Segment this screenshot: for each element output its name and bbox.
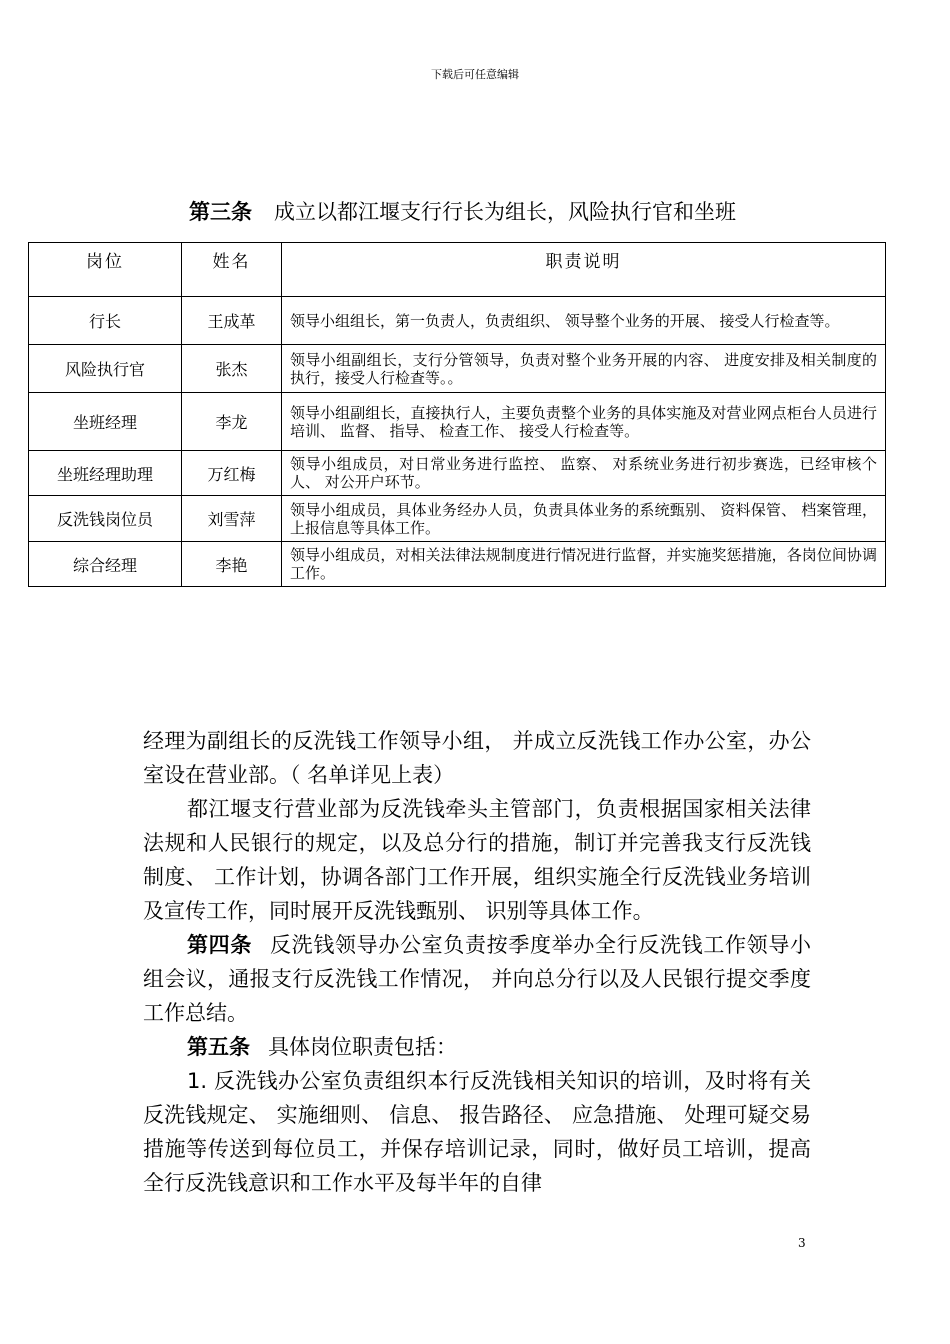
row-name: 王成革	[182, 297, 282, 345]
article5-paragraph	[143, 1030, 811, 1064]
row-duty: 领导小组副组长，直接执行人，主要负责整个业务的具体实施及对营业网点柜台人员进行培训、 监督、 指导、 检查工作、 接受人行检查等。	[282, 393, 886, 451]
article3-heading	[189, 196, 736, 226]
row-name: 李艳	[182, 542, 282, 587]
watermark-text: 下载后可任意编辑	[431, 68, 519, 81]
row-position: 坐班经理	[29, 393, 182, 451]
article3-heading-text: 成立以都江堰支行行长为组长，风险执行官和坐班	[274, 200, 736, 224]
article3-label: 第三条	[189, 200, 252, 224]
article5-text: 具体岗位职责包括：	[268, 1035, 457, 1059]
row-name: 刘雪萍	[182, 496, 282, 542]
row-position: 综合经理	[29, 542, 182, 587]
responsibility-table	[28, 242, 886, 587]
header-duty: 职责说明	[282, 243, 886, 297]
row-duty: 领导小组副组长，支行分管领导，负责对整个业务开展的内容、 进度安排及相关制度的执行，接受人行检查等。。	[282, 345, 886, 393]
row-duty: 领导小组成员，对相关法律法规制度进行情况进行监督，并实施奖惩措施，各岗位间协调工作。	[282, 542, 886, 587]
row-position: 风险执行官	[29, 345, 182, 393]
row-position: 行长	[29, 297, 182, 345]
row-name: 李龙	[182, 393, 282, 451]
article4-text: 反洗钱领导办公室负责按季度举办全行反洗钱工作领导小组会议，通报支行反洗钱工作情况， 并向总分行以及人民银行提交季度工作总结。	[143, 933, 811, 1025]
table-row	[29, 451, 886, 496]
article4-label: 第四条	[187, 933, 252, 957]
header-position: 岗位	[29, 243, 182, 297]
table-row	[29, 393, 886, 451]
row-duty: 领导小组组长，第一负责人，负责组织、 领导整个业务的开展、 接受人行检查等。	[282, 297, 886, 345]
row-duty: 领导小组成员，对日常业务进行监控、 监察、 对系统业务进行初步赛选，已经审核个人、 对公开户环节。	[282, 451, 886, 496]
table-header-row	[29, 243, 886, 297]
row-position: 坐班经理助理	[29, 451, 182, 496]
page-number: 3	[798, 1236, 806, 1250]
table-row	[29, 297, 886, 345]
article3-continuation: 经理为副组长的反洗钱工作领导小组， 并成立反洗钱工作办公室，办公室设在营业部。（ 名单详见上表）	[143, 729, 811, 787]
header-name: 姓名	[182, 243, 282, 297]
body-text	[143, 724, 811, 1200]
item-1-paragraph: 1. 反洗钱办公室负责组织本行反洗钱相关知识的培训，及时将有关反洗钱规定、 实施细则、 信息、 报告路径、 应急措施、 处理可疑交易措施等传送到每位员工，并保存培训记录，同时，做好员工培训，提高全行反洗钱意识和工作水平及每半年的自律	[143, 1069, 811, 1195]
paragraph-business-dept: 都江堰支行营业部为反洗钱牵头主管部门，负责根据国家相关法律法规和人民银行的规定，以及总分行的措施，制订并完善我支行反洗钱制度、 工作计划，协调各部门工作开展，组织实施全行反洗钱业务培训及宣传工作，同时展开反洗钱甄别、 识别等具体工作。	[143, 797, 811, 923]
table-row	[29, 345, 886, 393]
row-name: 万红梅	[182, 451, 282, 496]
article5-label: 第五条	[187, 1035, 250, 1059]
row-name: 张杰	[182, 345, 282, 393]
row-position: 反洗钱岗位员	[29, 496, 182, 542]
article4-paragraph	[143, 928, 811, 1030]
row-duty: 领导小组成员，具体业务经办人员，负责具体业务的系统甄别、 资料保管、 档案管理，上报信息等具体工作。	[282, 496, 886, 542]
table-row	[29, 542, 886, 587]
table-row	[29, 496, 886, 542]
